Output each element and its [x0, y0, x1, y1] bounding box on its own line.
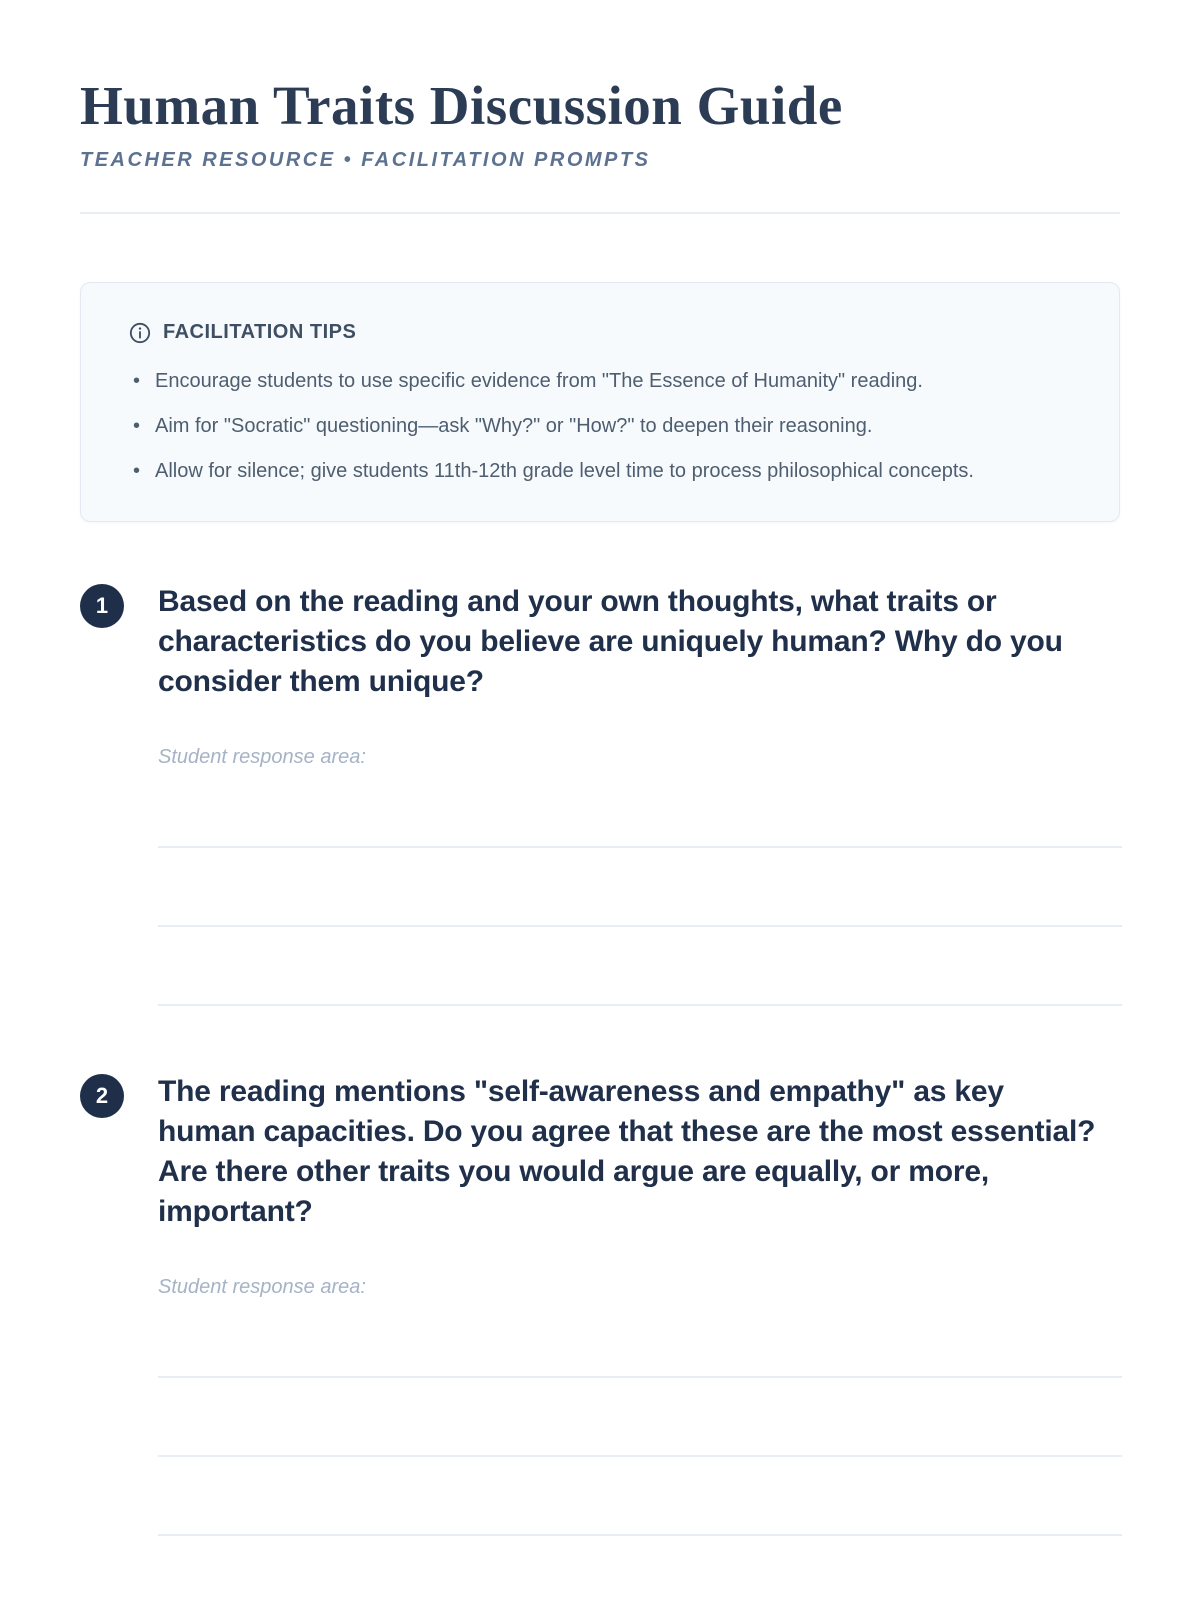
ruled-line: [158, 1378, 1122, 1457]
header-divider: [80, 212, 1120, 214]
tip-item: • Allow for silence; give students 11th-12th grade level time to process philosophical concepts.: [121, 456, 1001, 487]
page-subtitle: TEACHER RESOURCE • FACILITATION PROMPTS: [80, 149, 651, 171]
question-text: Based on the reading and your own thoughts, what traits or characteristics do you believe are uniquely human? Why do you consider them unique?: [158, 585, 1063, 698]
tips-heading-row: [121, 321, 1079, 344]
ruled-line: [158, 1457, 1122, 1536]
ruled-line: [158, 927, 1122, 1006]
ruled-line: [158, 769, 1122, 848]
student-response-area: [158, 1276, 1120, 1536]
page-title: Human Traits Discussion Guide: [80, 75, 843, 136]
ruled-line: [158, 1299, 1122, 1378]
ruled-line: [158, 848, 1122, 927]
question-block-2: [80, 1072, 1120, 1536]
response-lines: [158, 769, 1122, 1006]
response-lines: [158, 1299, 1122, 1536]
tip-item: • Aim for "Socratic" questioning—ask "Why?" or "How?" to deepen their reasoning.: [121, 411, 1001, 442]
question-row: [80, 582, 1120, 702]
response-label: Student response area:: [158, 1276, 366, 1298]
info-icon: [129, 322, 151, 344]
student-response-area: [158, 746, 1120, 1006]
tip-item: • Encourage students to use specific evidence from "The Essence of Humanity" reading.: [121, 366, 1001, 397]
facilitation-tips-box: [80, 282, 1120, 522]
question-number-badge: 2: [80, 1074, 124, 1118]
question-number-badge: 1: [80, 584, 124, 628]
tips-list: [121, 366, 1079, 487]
response-label: Student response area:: [158, 746, 366, 768]
question-block-1: [80, 582, 1120, 1006]
question-text: The reading mentions "self-awareness and empathy" as key human capacities. Do you agree that these are the most essential? Are there other traits you would argue are equally, or more, important?: [158, 1075, 1096, 1228]
tips-heading: FACILITATION TIPS: [163, 321, 357, 343]
question-row: [80, 1072, 1120, 1232]
